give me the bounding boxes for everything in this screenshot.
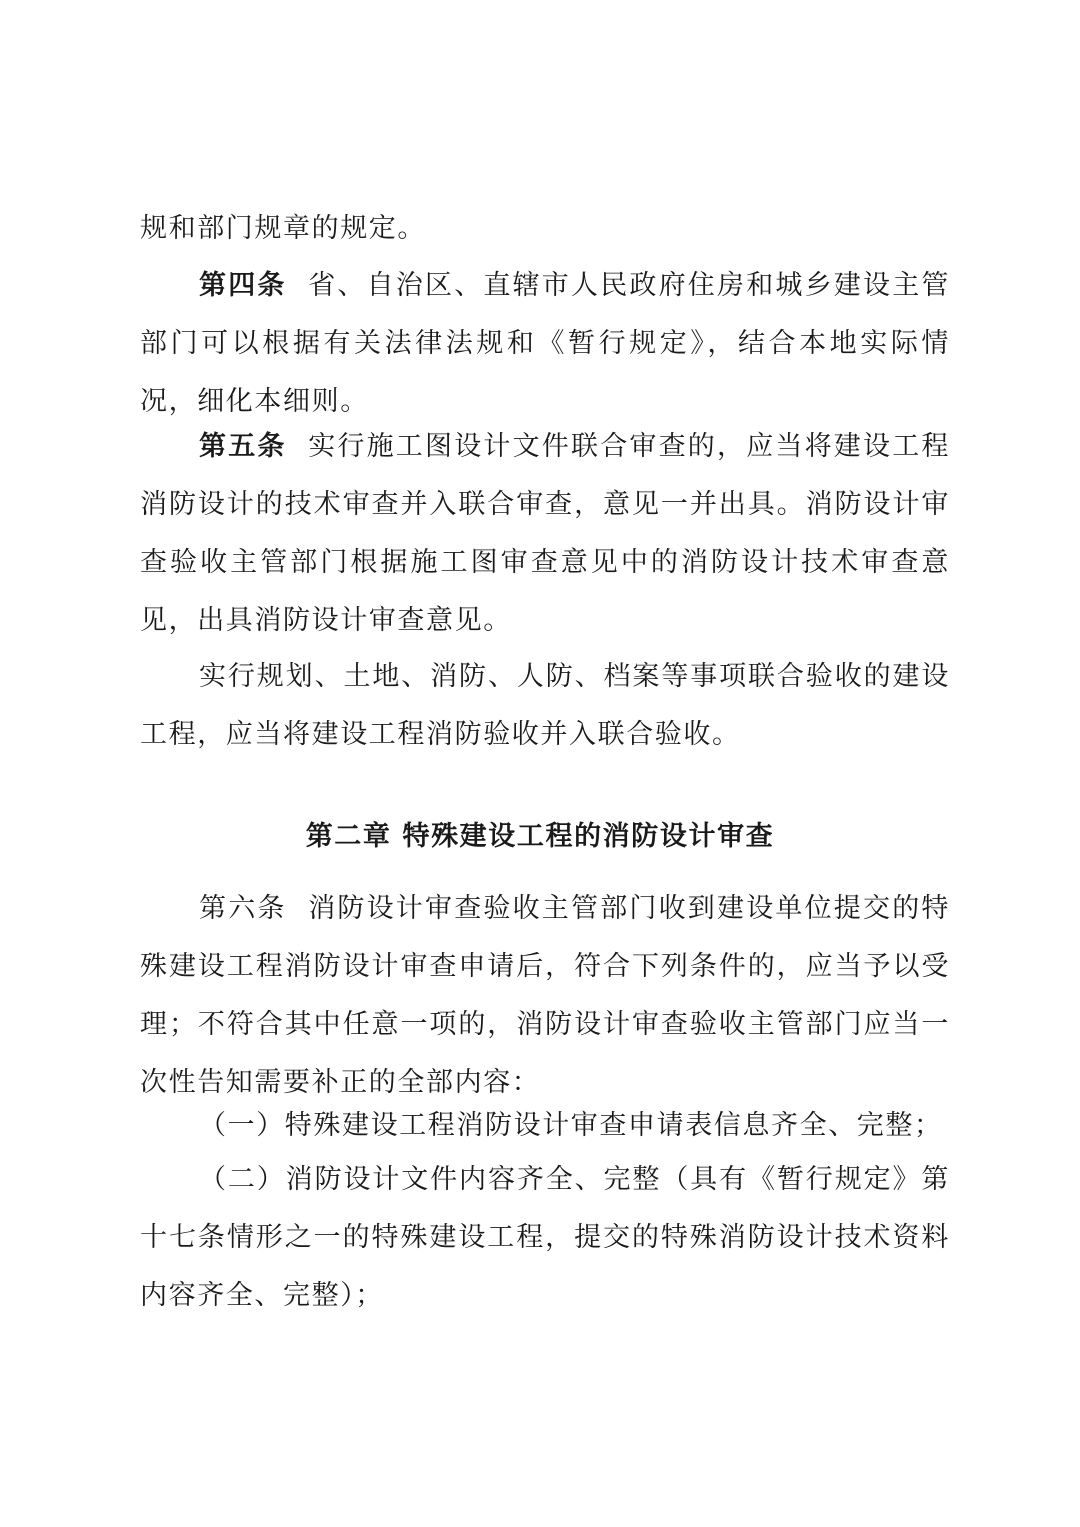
- paragraph-text: 实行施工图设计文件联合审查的，应当将建设工程消防设计的技术审查并入联合审查，意见一并出具。消防设计审查验收主管部门根据施工图审查意见中的消防设计技术审查意见，出具消防设计审查意见。: [140, 431, 950, 636]
- article-number: 第六条: [199, 893, 287, 924]
- article-number: 第四条: [199, 270, 287, 301]
- paragraph-text: 省、自治区、直辖市人民政府住房和城乡建设主管部门可以根据有关法律法规和《暂行规定》，结合本地实际情况，细化本细则。: [140, 270, 950, 417]
- paragraph-text: （一）特殊建设工程消防设计审查申请表信息齐全、完整；: [199, 1110, 943, 1141]
- paragraph-text: 规和部门规章的规定。: [140, 213, 426, 244]
- list-item-2: [140, 1151, 950, 1325]
- article-5-paragraph: [140, 418, 950, 650]
- chapter-heading: 第二章 特殊建设工程的消防设计审查: [305, 821, 775, 852]
- paragraph-text: （二）消防设计文件内容齐全、完整（具有《暂行规定》第十七条情形之一的特殊建设工程，提交的特殊消防设计技术资料内容齐全、完整）；: [140, 1164, 950, 1311]
- joint-acceptance-paragraph: [140, 648, 950, 764]
- list-item-1: [140, 1097, 950, 1155]
- paragraph-text: 消防设计审查验收主管部门收到建设单位提交的特殊建设工程消防设计审查申请后，符合下列条件的，应当予以受理；不符合其中任意一项的，消防设计审查验收主管部门应当一次性告知需要补正的全部内容：: [140, 893, 950, 1098]
- article-6-paragraph: [140, 880, 950, 1112]
- article-number: 第五条: [199, 431, 287, 462]
- paragraph-text: 实行规划、土地、消防、人防、档案等事项联合验收的建设工程，应当将建设工程消防验收并入联合验收。: [140, 661, 950, 750]
- paragraph-continuation: [140, 200, 950, 258]
- article-4-paragraph: [140, 257, 950, 431]
